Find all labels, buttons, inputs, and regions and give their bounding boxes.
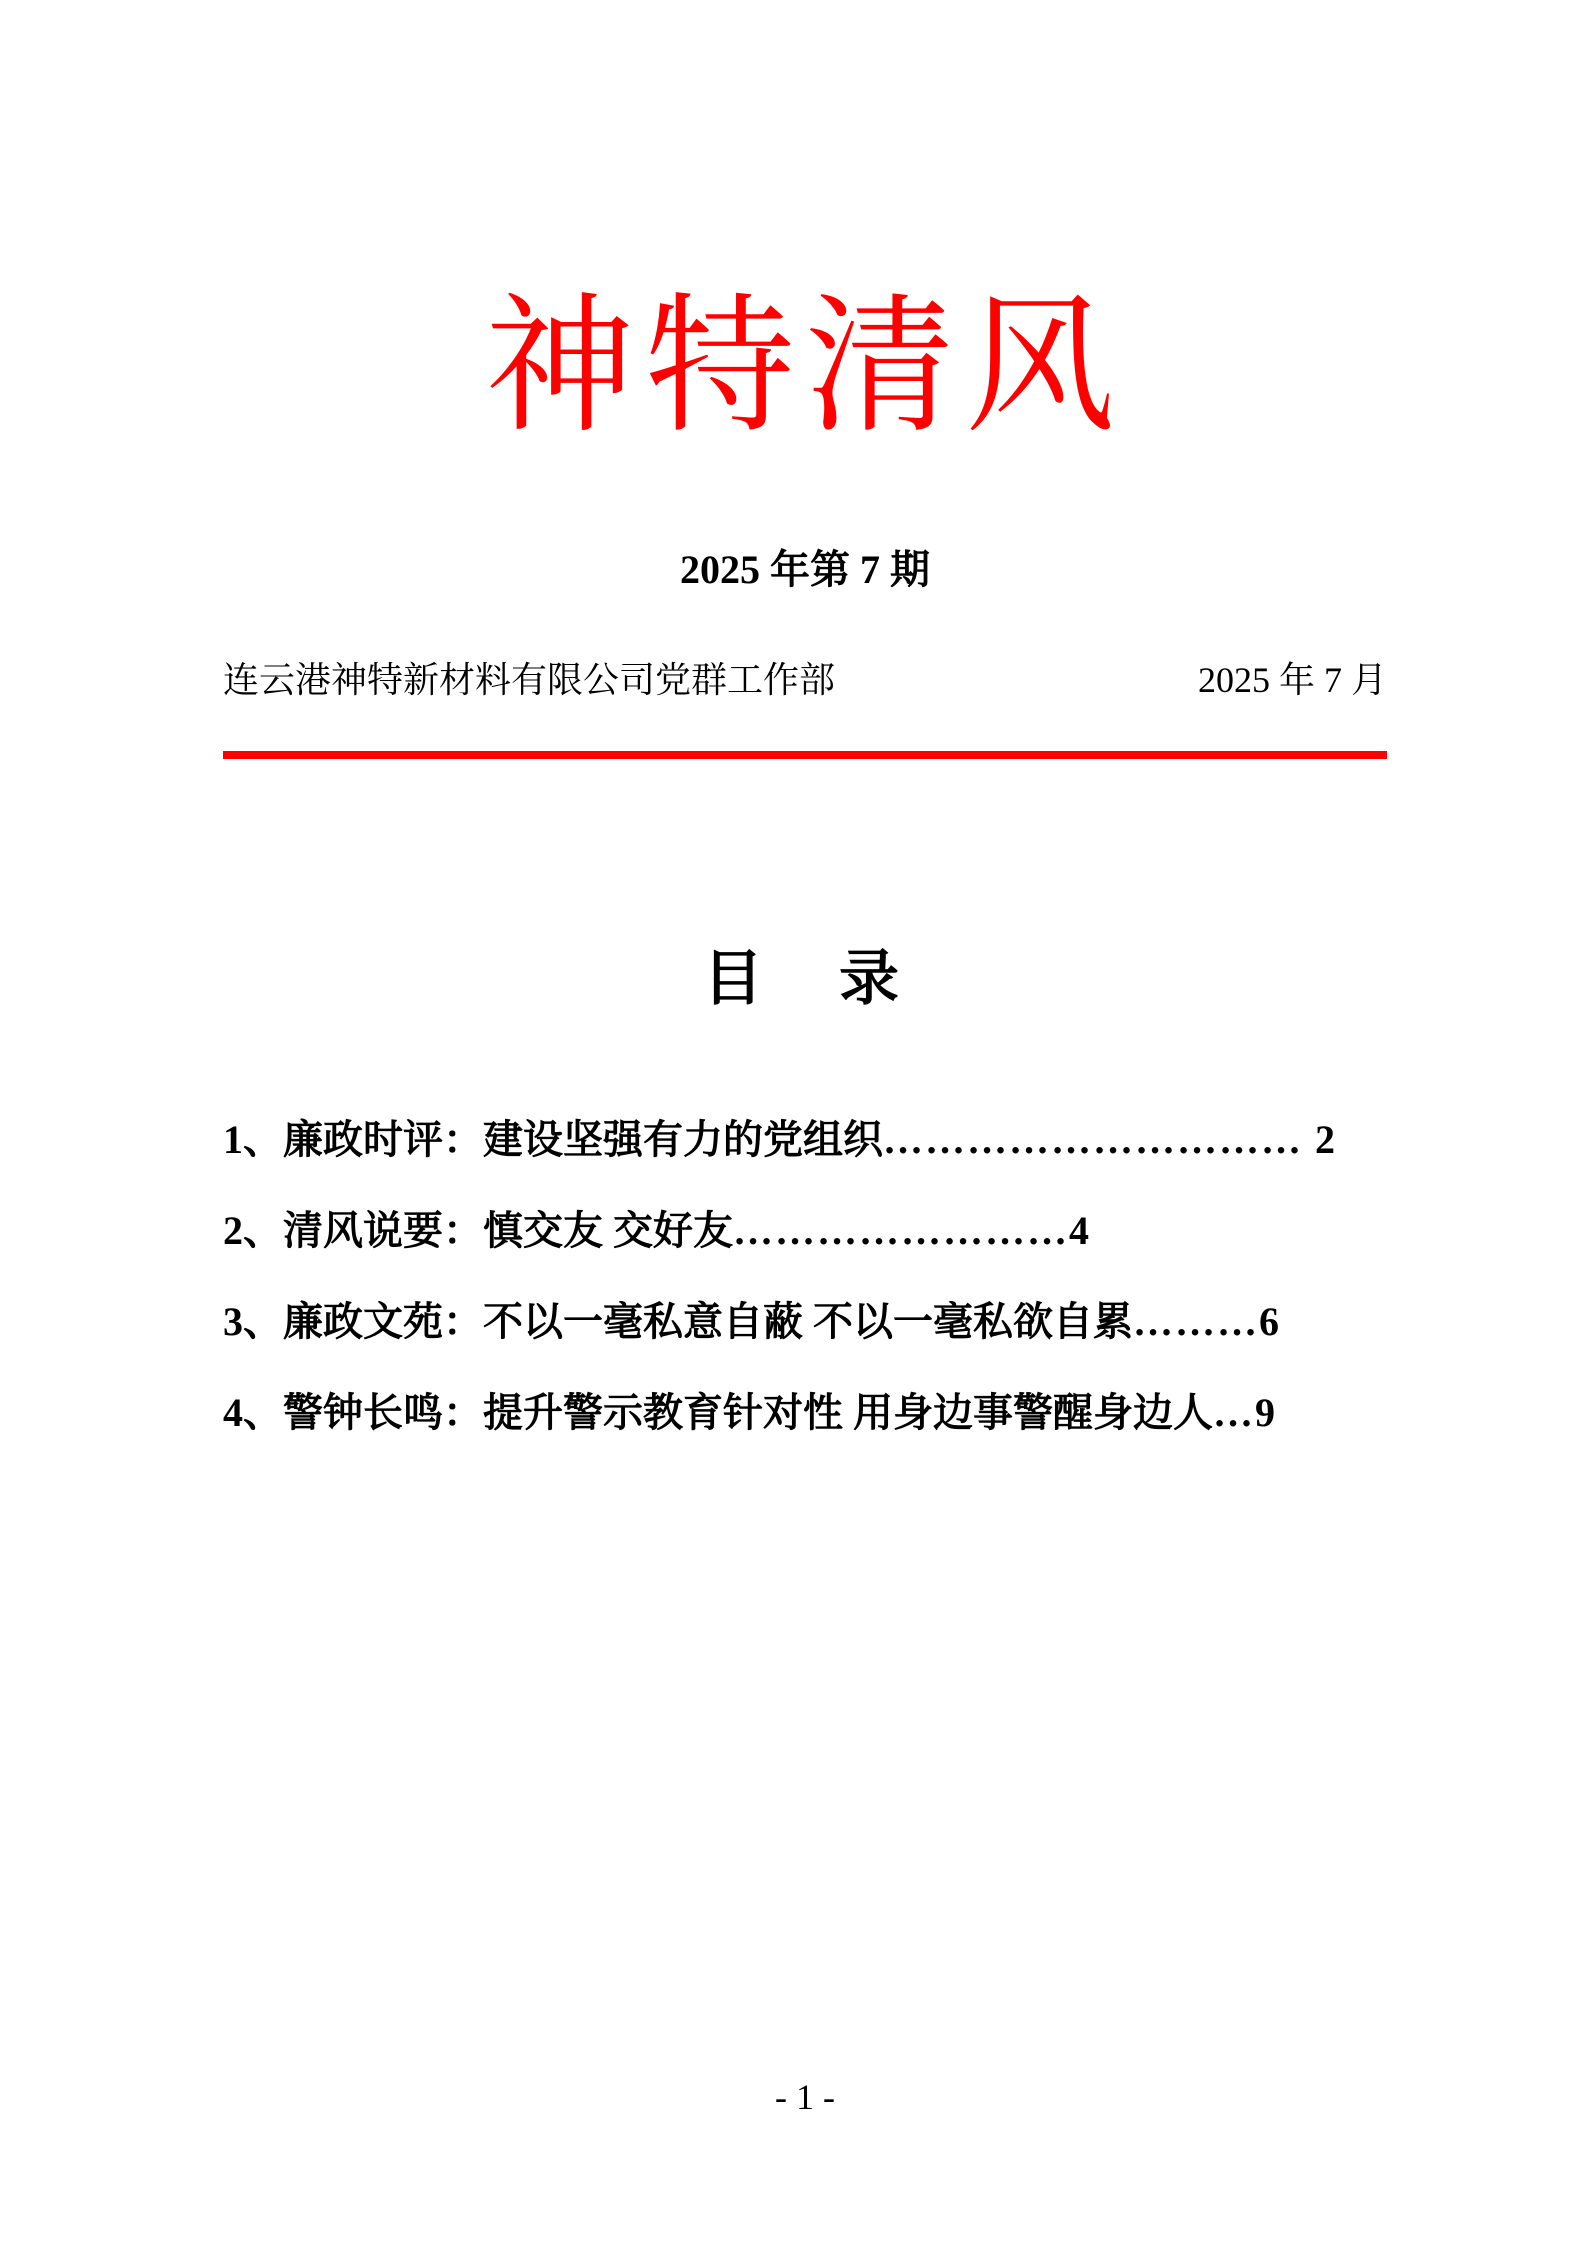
toc-entry — [223, 1094, 1403, 1185]
toc-entry — [223, 1185, 1403, 1276]
page-number-footer: - 1 - — [775, 2077, 835, 2117]
toc-list — [223, 1094, 1403, 1458]
publication-date: 2025 年 7 月 — [1197, 660, 1387, 700]
newsletter-title: 神特清风 — [484, 285, 1125, 451]
toc-page-number: 6 — [1259, 1299, 1279, 1344]
publisher-name: 连云港神特新材料有限公司党群工作部 — [223, 660, 836, 700]
toc-entry-text: 4、警钟长鸣：提升警示教育针对性 用身边事警醒身边人 — [223, 1390, 1213, 1435]
toc-page-number: 2 — [1315, 1117, 1335, 1162]
toc-entry — [223, 1276, 1403, 1367]
toc-entry — [223, 1367, 1403, 1458]
toc-entry-text: 1、廉政时评：建设坚强有力的党组织 — [223, 1117, 883, 1162]
toc-entry-text: 2、清风说要：慎交友 交好友 — [223, 1208, 733, 1253]
toc-dot-leader: ……… — [1133, 1299, 1259, 1344]
toc-entry-text: 3、廉政文苑：不以一毫私意自蔽 不以一毫私欲自累 — [223, 1299, 1133, 1344]
toc-heading: 目 录 — [703, 946, 907, 1012]
divider-rule — [223, 751, 1387, 759]
toc-dot-leader: … — [1213, 1390, 1255, 1435]
toc-dot-leader: …………………… — [733, 1208, 1069, 1253]
toc-dot-leader: ………………………… — [883, 1117, 1315, 1162]
toc-page-number: 9 — [1255, 1390, 1275, 1435]
toc-page-number: 4 — [1069, 1208, 1089, 1253]
publication-info-row — [223, 660, 1387, 700]
issue-number: 2025 年第 7 期 — [680, 547, 930, 592]
